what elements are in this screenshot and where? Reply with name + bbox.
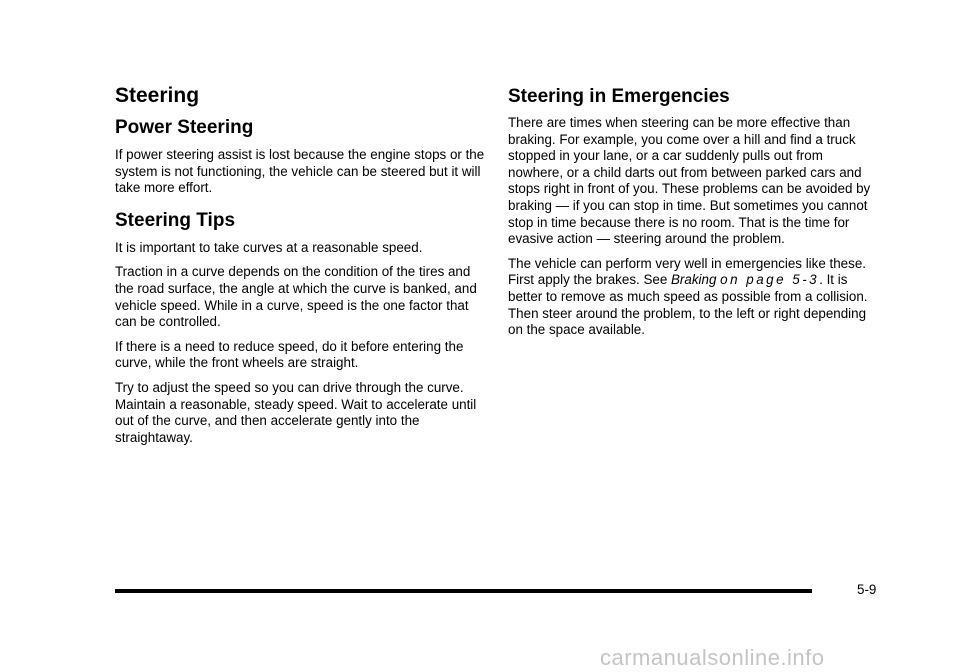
right-column — [508, 84, 880, 347]
emergencies-heading: Steering in Emergencies — [508, 86, 730, 107]
braking-page-reference[interactable]: on page 5-3 — [720, 272, 820, 288]
braking-reference-link[interactable]: Braking — [671, 272, 717, 288]
watermark-text: carmanualsonline.info — [600, 645, 825, 670]
footer-rule — [115, 589, 812, 593]
emergencies-text-before-ref: The vehicle can perform very well in emergencies like these. First apply the brakes. See — [508, 255, 866, 288]
steering-tips-paragraph-4: Try to adjust the speed so you can drive through the curve. Maintain a reasonable, steady speed. Wait to accelerate until out of the curve, and then accelerate gently into the straightaway. — [115, 379, 477, 445]
left-column — [115, 84, 490, 454]
emergencies-paragraph-1: There are times when steering can be more effective than braking. For example, you come over a hill and find a truck stopped in your lane, or a car suddenly pulls out from nowhere, or a child darts out from between parked cars and stops right in front of you. These problems can be avoided by braking — if you can stop in time. But sometimes you cannot stop in time because there is no room. That is the time for evasive action — steering around the problem. — [508, 115, 871, 247]
steering-tips-paragraph-2: Traction in a curve depends on the condition of the tires and the road surface, the angle at which the curve is banked, and vehicle speed. While in a curve, speed is the one factor that can be controlled. — [115, 264, 477, 330]
emergencies-paragraph-2 — [508, 256, 880, 339]
emergencies-text-after-ref: . It is better to remove as much speed as possible from a collision. Then steer around the problem, to the left or right depending on the space available. — [508, 272, 868, 338]
power-steering-text: If power steering assist is lost because the engine stops or the system is not functioning, the vehicle can be steered but it will take more effort. — [115, 147, 485, 196]
page-number: 5-9 — [857, 582, 877, 597]
power-steering-heading: Power Steering — [115, 117, 254, 138]
steering-tips-heading: Steering Tips — [115, 209, 236, 231]
section-title: Steering — [115, 84, 200, 107]
steering-tips-paragraph-3: If there is a need to reduce speed, do it before entering the curve, while the front wheels are straight. — [115, 338, 464, 371]
steering-tips-paragraph-1: It is important to take curves at a reasonable speed. — [115, 239, 423, 255]
